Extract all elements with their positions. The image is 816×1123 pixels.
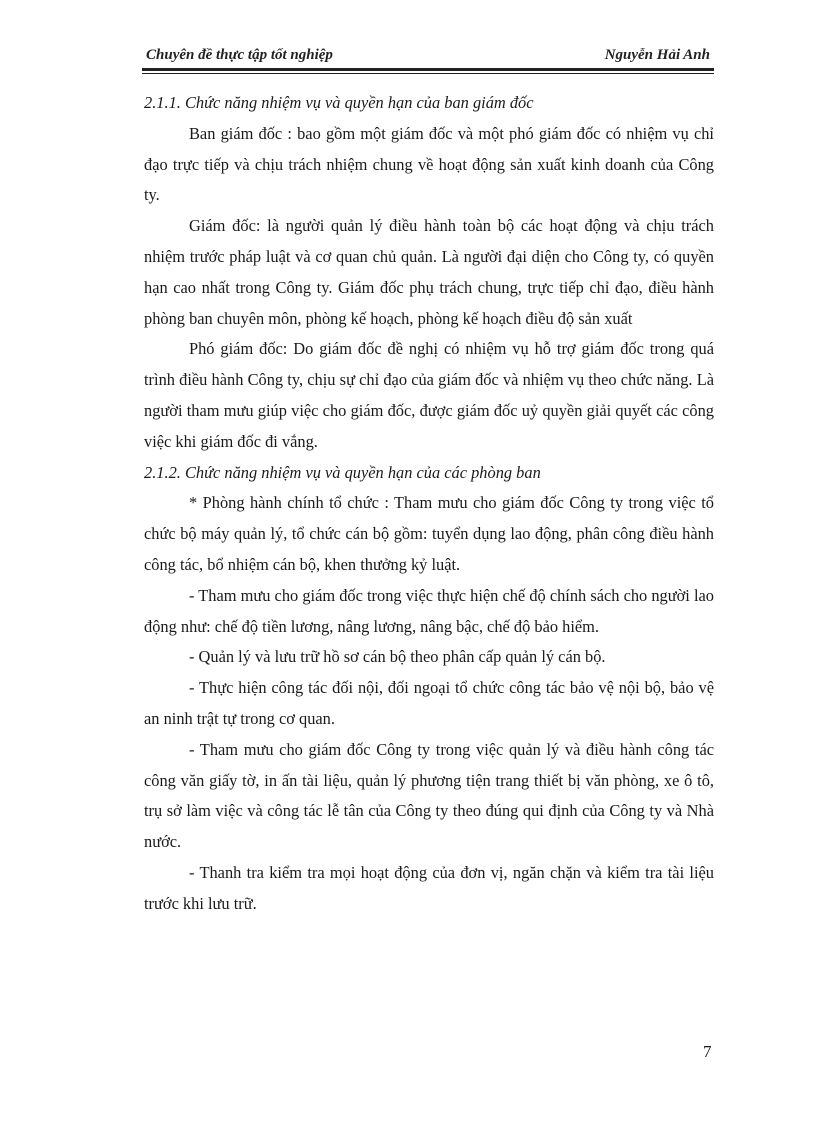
list-item: - Tham mưu cho giám đốc trong việc thực hiện chế độ chính sách cho người lao động như: chế độ tiền lương, nâng lương, nâng bậc, chế độ bảo hiểm. (144, 585, 714, 636)
list-item: - Quản lý và lưu trữ hồ sơ cán bộ theo phân cấp quản lý cán bộ. (189, 647, 606, 667)
paragraph-ban-giam-doc: Ban giám đốc : bao gồm một giám đốc và một phó giám đốc có nhiệm vụ chỉ đạo trực tiếp và chịu trách nhiệm chung về hoạt động sản xuất kinh doanh của Công ty. (144, 123, 714, 205)
header-rule-thin (142, 73, 714, 74)
section-heading-2-1-2: 2.1.2. Chức năng nhiệm vụ và quyền hạn của các phòng ban (144, 462, 541, 482)
document-body (144, 88, 714, 920)
page-header (142, 45, 714, 67)
list-item: - Thực hiện công tác đối nội, đối ngoại tổ chức công tác bảo vệ nội bộ, bảo vệ an ninh trật tự trong cơ quan. (144, 678, 714, 728)
section-heading-2-1-1: 2.1.1. Chức năng nhiệm vụ và quyền hạn của ban giám đốc (144, 93, 534, 112)
list-item: - Thanh tra kiểm tra mọi hoạt động của đơn vị, ngăn chặn và kiểm tra tài liệu trước khi lưu trữ. (144, 862, 714, 913)
header-title: Chuyên đề thực tập tốt nghiệp (146, 47, 333, 63)
page-number: 7 (703, 1042, 712, 1061)
header-author: Nguyễn Hải Anh (604, 47, 710, 63)
paragraph-giam-doc: Giám đốc: là người quản lý điều hành toàn bộ các hoạt động và chịu trách nhiệm trước pháp luật và cơ quan chủ quản. Là người đại diện cho Công ty, có quyền hạn cao nhất trong Công ty. Giám đốc phụ trách chung, trực tiếp chỉ đạo, điều hành phòng ban chuyên môn, phòng kế hoạch, phòng kế hoạch điều độ sản xuất (144, 216, 714, 328)
header-rule-thick (142, 68, 714, 71)
list-item: - Tham mưu cho giám đốc Công ty trong việc quản lý và điều hành công tác công văn giấy tờ, in ấn tài liệu, quản lý phương tiện trang thiết bị văn phòng, xe ô tô, trụ sở làm việc và công tác lễ tân của Công ty theo đúng qui định của Công ty và Nhà nước. (144, 739, 714, 852)
paragraph-pho-giam-doc: Phó giám đốc: Do giám đốc đề nghị có nhiệm vụ hỗ trợ giám đốc trong quá trình điều hành Công ty, chịu sự chỉ đạo của giám đốc và nhiệm vụ theo chức năng. Là người tham mưu giúp việc cho giám đốc, được giám đốc uỷ quyền giải quyết các công việc khi giám đốc đi vắng. (144, 339, 714, 451)
paragraph-phong-hanh-chinh: * Phòng hành chính tổ chức : Tham mưu cho giám đốc Công ty trong việc tổ chức bộ máy quản lý, tổ chức cán bộ gồm: tuyển dụng lao động, phân công điều hành công tác, bổ nhiệm cán bộ, khen thưởng kỷ luật. (144, 493, 714, 574)
